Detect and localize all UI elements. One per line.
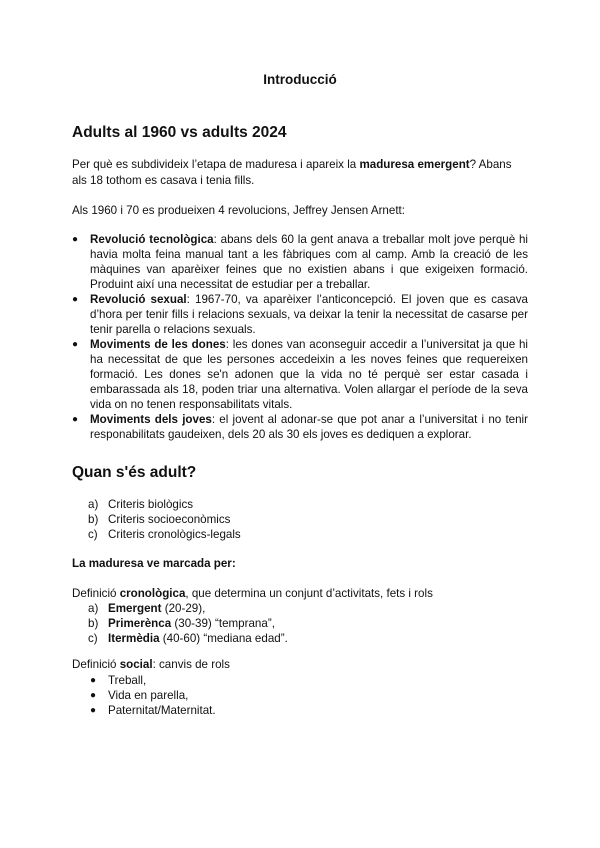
maturity-subheading: La maduresa ve marcada per: (72, 557, 236, 570)
list-item-text: Vida en parella, (108, 689, 189, 702)
list-item-text: (20-29), (161, 602, 206, 615)
definition-term: cronològica (119, 587, 186, 600)
criteria-list (90, 497, 510, 542)
list-item (72, 337, 528, 412)
revolutions-list (72, 232, 528, 442)
social-definition (72, 657, 528, 673)
intro-paragraph (72, 157, 528, 189)
list-item-term: Emergent (108, 602, 162, 615)
intro-text-end: ? Abans als 18 tothom es casava i tenia fills. (72, 158, 512, 187)
bullet-icon: ● (72, 234, 79, 245)
bullet-icon: ● (72, 339, 79, 350)
list-label: b) (88, 617, 99, 630)
list-item (90, 673, 508, 688)
bullet-icon: ● (72, 414, 79, 425)
list-item-term: Moviments dels joves (90, 413, 212, 426)
list-item-term: Itermèdia (108, 632, 160, 645)
list-item (72, 412, 528, 442)
list-item (72, 232, 528, 292)
list-item-text: : 1967-70, va aparèixer l’anticoncepció. El joven que es casava d’hora per tenir fills i relacions sexuals, va deixar la tenir la necessitat de casarse per tenir parella o relacions sexuals. (90, 293, 528, 336)
bullet-icon: ● (72, 294, 79, 305)
list-item-term: Primerènca (108, 617, 172, 630)
list-item (90, 688, 508, 703)
revolutions-intro: Als 1960 i 70 es produeixen 4 revolucions, Jeffrey Jensen Arnett: (72, 204, 405, 217)
roles-list (90, 673, 508, 718)
intro-bold-term: maduresa emergent (359, 158, 470, 171)
list-item-text: Paternitat/Maternitat. (108, 704, 216, 717)
list-item-text: : el jovent al adonar-se que pot anar a l’universitat i no tenir responabilitats gaudeixen, dels 20 als 30 els joves es dediquen a explorar. (90, 413, 528, 441)
list-item (90, 527, 510, 542)
list-item (90, 497, 510, 512)
list-item-text: : les dones van aconseguir accedir a l’universitat ja que hi ha necessitat de que les persones accedeixin a les noves feines que requereixen formació. Les dones se'n adonen que la vida no té perquè ser estar casada i embarassada als 18, poden triar una alternativa. Volen allargar el període de la seva vida on no tenen responsabilitats vitals. (90, 338, 528, 411)
list-item-text: (40-60) “mediana edad”. (159, 632, 288, 645)
list-item-text: Criteris cronològics-legals (108, 528, 241, 541)
bullet-icon: ● (90, 675, 97, 686)
list-label: a) (88, 498, 99, 511)
list-item-text: Criteris biològics (108, 498, 194, 511)
chronological-definition (72, 586, 528, 602)
list-item-term: Revolució sexual (90, 293, 187, 306)
list-item (90, 616, 510, 631)
list-label: c) (88, 632, 98, 645)
list-item-text: Treball, (108, 674, 147, 687)
definition-text: Definició (72, 658, 120, 671)
list-label: b) (88, 513, 99, 526)
intro-text: Per què es subdivideix l’etapa de maduresa i apareix la (72, 158, 360, 171)
list-label: a) (88, 602, 99, 615)
stages-list (90, 601, 510, 646)
list-item (90, 601, 510, 616)
definition-text: Definició (72, 587, 120, 600)
section-heading-adults: Adults al 1960 vs adults 2024 (72, 124, 287, 141)
section-heading-adult: Quan s'és adult? (72, 464, 197, 481)
list-item-text: Criteris socioeconòmics (108, 513, 231, 526)
list-item-term: Revolució tecnològica (90, 233, 214, 246)
list-item-text: (30-39) “temprana”, (171, 617, 275, 630)
list-item (90, 631, 510, 646)
definition-text-end: : canvis de rols (152, 658, 230, 671)
definition-term: social (119, 658, 153, 671)
bullet-icon: ● (90, 705, 97, 716)
list-item-text: : abans dels 60 la gent anava a treballar molt jove perquè hi havia molta feina manual tant a les fàbriques com al camp. Amb la creació de les màquines van aparèixer feines que no existien abans i que exigeixen formació. Produint així una necessitat de estudiar per a treballar. (90, 233, 528, 291)
list-item (90, 703, 508, 718)
bullet-icon: ● (90, 690, 97, 701)
list-item (72, 292, 528, 337)
list-item-term: Moviments de les dones (90, 338, 226, 351)
list-item (90, 512, 510, 527)
page-title: Introducció (263, 72, 337, 87)
list-label: c) (88, 528, 98, 541)
definition-text-end: , que determina un conjunt d’activitats, fets i rols (185, 587, 433, 600)
